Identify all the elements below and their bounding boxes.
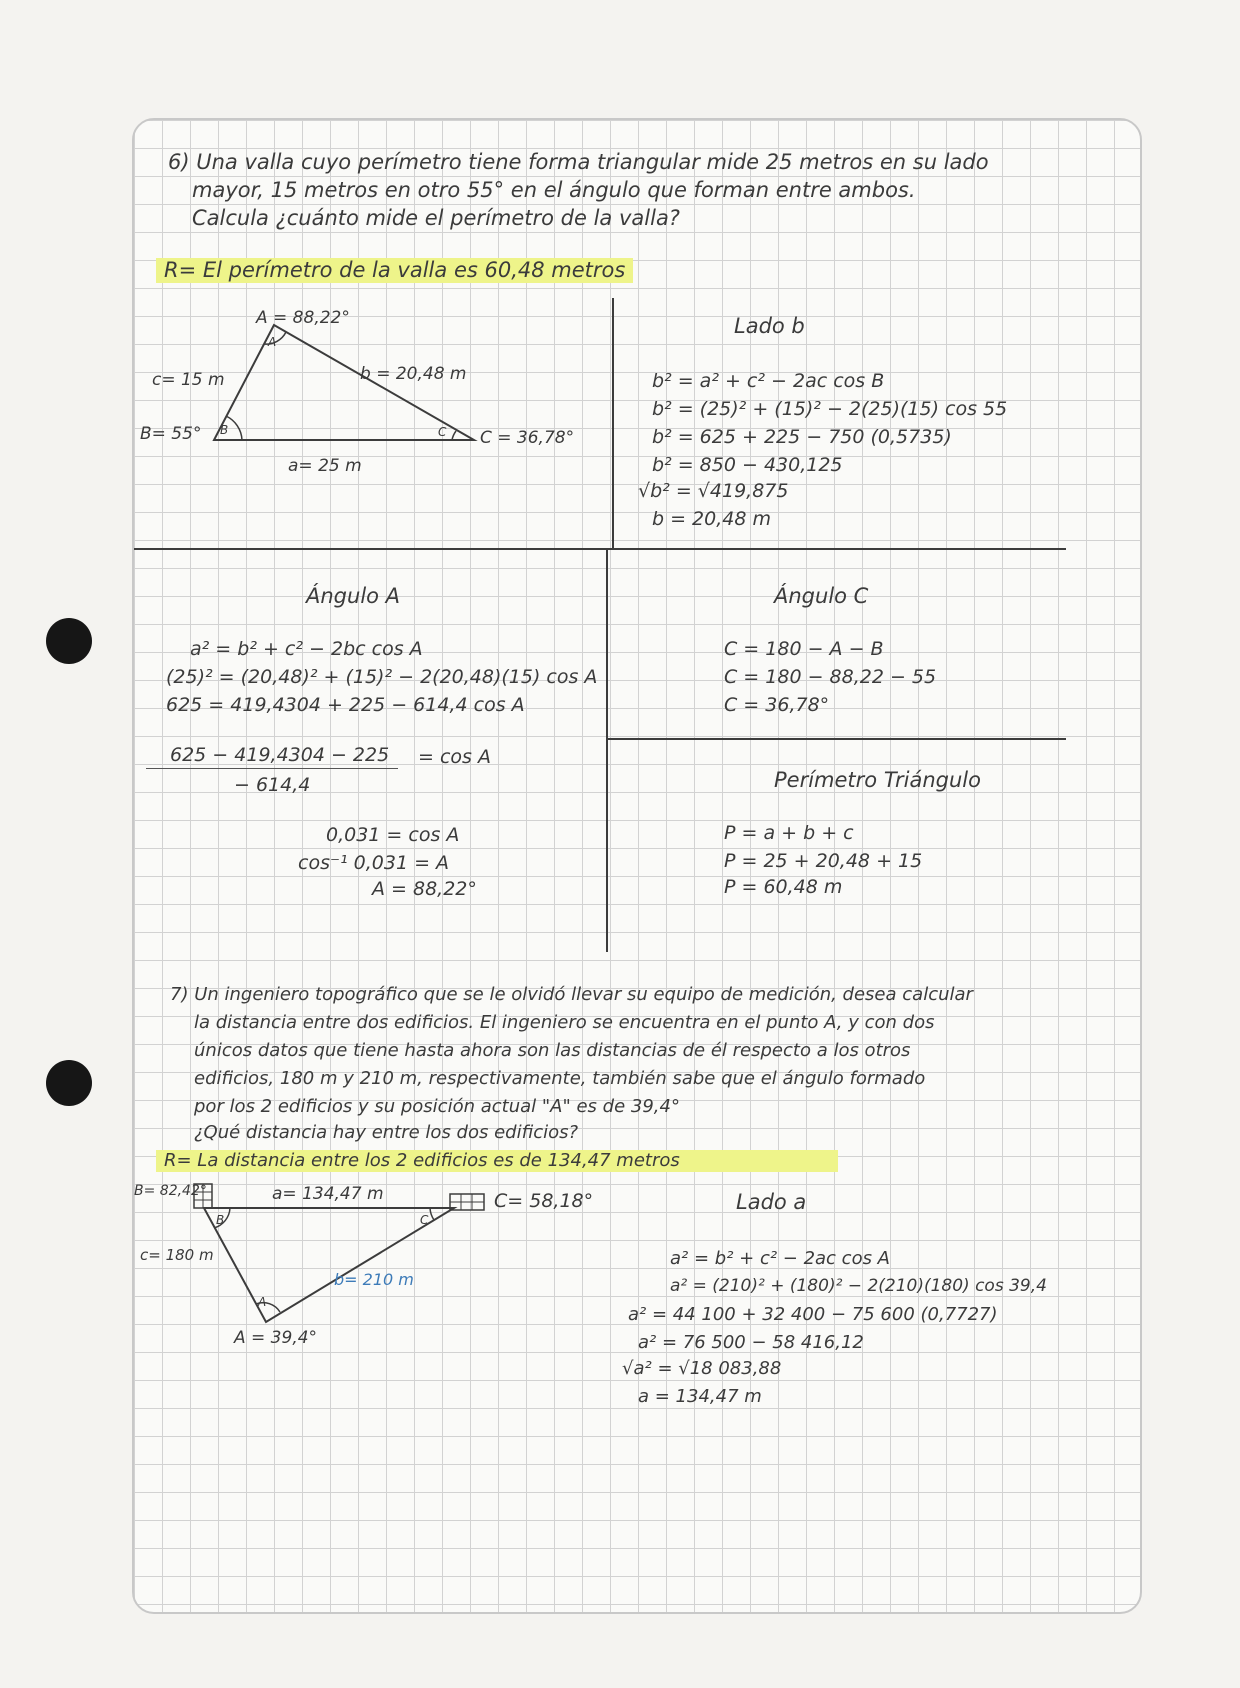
lado-a-step-5: √a² = √18 083,88: [622, 1358, 782, 1379]
problem6-line-2: mayor, 15 metros en otro 55° en el ángulo que forman entre ambos.: [192, 178, 916, 202]
binder-hole-top: [46, 618, 92, 664]
problem6-label-angle-a: A = 88,22°: [256, 308, 350, 328]
angulo-a-step-1: a² = b² + c² − 2bc cos A: [190, 638, 423, 660]
angulo-a-step-3: 625 = 419,4304 + 225 − 614,4 cos A: [166, 694, 525, 716]
problem7-line-3: únicos datos que tiene hasta ahora son las distancias de él respecto a los otros: [194, 1040, 911, 1061]
angulo-c-step-2: C = 180 − 88,22 − 55: [724, 666, 937, 688]
problem7-label-side-b: b= 210 m: [334, 1270, 414, 1289]
problem6-label-side-c: c= 15 m: [152, 370, 225, 390]
angulo-c-step-3: C = 36,78°: [724, 694, 830, 716]
lado-a-step-6: a = 134,47 m: [638, 1386, 762, 1407]
lado-b-step-2: b² = (25)² + (15)² − 2(25)(15) cos 55: [652, 398, 1008, 420]
problem6-label-angle-b: B= 55°: [140, 424, 202, 444]
problem7-answer: R= La distancia entre los 2 edificios es de 134,47 metros: [156, 1150, 838, 1172]
lado-a-step-3: a² = 44 100 + 32 400 − 75 600 (0,7727): [628, 1304, 998, 1325]
problem6-label-side-b: b = 20,48 m: [360, 364, 467, 384]
problem6-label-side-a: a= 25 m: [288, 456, 362, 476]
perimetro-step-3: P = 60,48 m: [724, 876, 843, 898]
angulo-a-denominator: − 614,4: [234, 774, 311, 796]
angulo-c-step-1: C = 180 − A − B: [724, 638, 884, 660]
lado-a-title: Lado a: [736, 1190, 807, 1214]
lado-a-step-4: a² = 76 500 − 58 416,12: [638, 1332, 864, 1353]
angulo-a-equals-cos: = cos A: [418, 746, 491, 768]
problem6-vertex-c-mark: C: [438, 425, 447, 439]
problem7-line-1: 7) Un ingeniero topográfico que se le olvidó llevar su equipo de medición, desea calcular: [170, 984, 973, 1005]
lado-b-step-5: √b² = √419,875: [638, 480, 789, 502]
perimetro-step-1: P = a + b + c: [724, 822, 854, 844]
angulo-a-result-2: cos⁻¹ 0,031 = A: [298, 852, 450, 874]
problem6-label-angle-c: C = 36,78°: [480, 428, 575, 448]
problem6-vertex-b-mark: B: [220, 423, 229, 437]
problem7-line-6: ¿Qué distancia hay entre los dos edificios?: [194, 1122, 579, 1143]
lado-b-title: Lado b: [734, 314, 805, 338]
lado-b-step-1: b² = a² + c² − 2ac cos B: [652, 370, 885, 392]
problem7-vertex-b-mark: B: [216, 1213, 225, 1227]
problem7-vertex-c-mark: C: [420, 1213, 429, 1227]
lado-b-step-6: b = 20,48 m: [652, 508, 772, 530]
problem7-label-angle-c: C= 58,18°: [494, 1190, 594, 1212]
angulo-a-result-3: A = 88,22°: [372, 878, 477, 900]
perimetro-title: Perímetro Triángulo: [774, 768, 981, 792]
grid-paper-sheet: [132, 118, 1142, 1614]
problem6-line-3: Calcula ¿cuánto mide el perímetro de la valla?: [192, 206, 680, 230]
problem7-line-5: por los 2 edificios y su posición actual "A" es de 39,4°: [194, 1096, 680, 1117]
problem7-triangle-figure: [134, 120, 1140, 1420]
angulo-a-result-1: 0,031 = cos A: [326, 824, 460, 846]
lado-b-step-3: b² = 625 + 225 − 750 (0,5735): [652, 426, 952, 448]
problem6-line-1: 6) Una valla cuyo perímetro tiene forma triangular mide 25 metros en su lado: [168, 150, 989, 174]
perimetro-step-2: P = 25 + 20,48 + 15: [724, 850, 923, 872]
lado-a-step-1: a² = b² + c² − 2ac cos A: [670, 1248, 890, 1269]
angulo-a-numerator: 625 − 419,4304 − 225: [170, 744, 390, 766]
angulo-a-title: Ángulo A: [306, 584, 401, 608]
problem7-vertex-a-mark: A: [258, 1295, 267, 1309]
problem7-line-4: edificios, 180 m y 210 m, respectivamente, también sabe que el ángulo formado: [194, 1068, 926, 1089]
triangle-buildings-outline: [204, 1208, 454, 1322]
angle-mark-c7: [430, 1208, 434, 1220]
lado-a-step-2: a² = (210)² + (180)² − 2(210)(180) cos 39,4: [670, 1276, 1047, 1296]
problem6-answer: R= El perímetro de la valla es 60,48 metros: [156, 258, 633, 283]
angulo-a-step-2: (25)² = (20,48)² + (15)² − 2(20,48)(15) cos A: [166, 666, 598, 688]
problem7-label-angle-b: B= 82,42°: [134, 1183, 207, 1199]
lado-b-step-4: b² = 850 − 430,125: [652, 454, 843, 476]
binder-hole-bottom: [46, 1060, 92, 1106]
problem7-line-2: la distancia entre dos edificios. El ingeniero se encuentra en el punto A, y con dos: [194, 1012, 935, 1033]
problem6-vertex-a-mark: A: [268, 335, 277, 349]
problem7-label-side-c: c= 180 m: [140, 1246, 214, 1264]
problem7-label-angle-a: A = 39,4°: [234, 1328, 318, 1348]
angulo-c-title: Ángulo C: [774, 584, 869, 608]
problem7-label-side-a: a= 134,47 m: [272, 1184, 384, 1204]
